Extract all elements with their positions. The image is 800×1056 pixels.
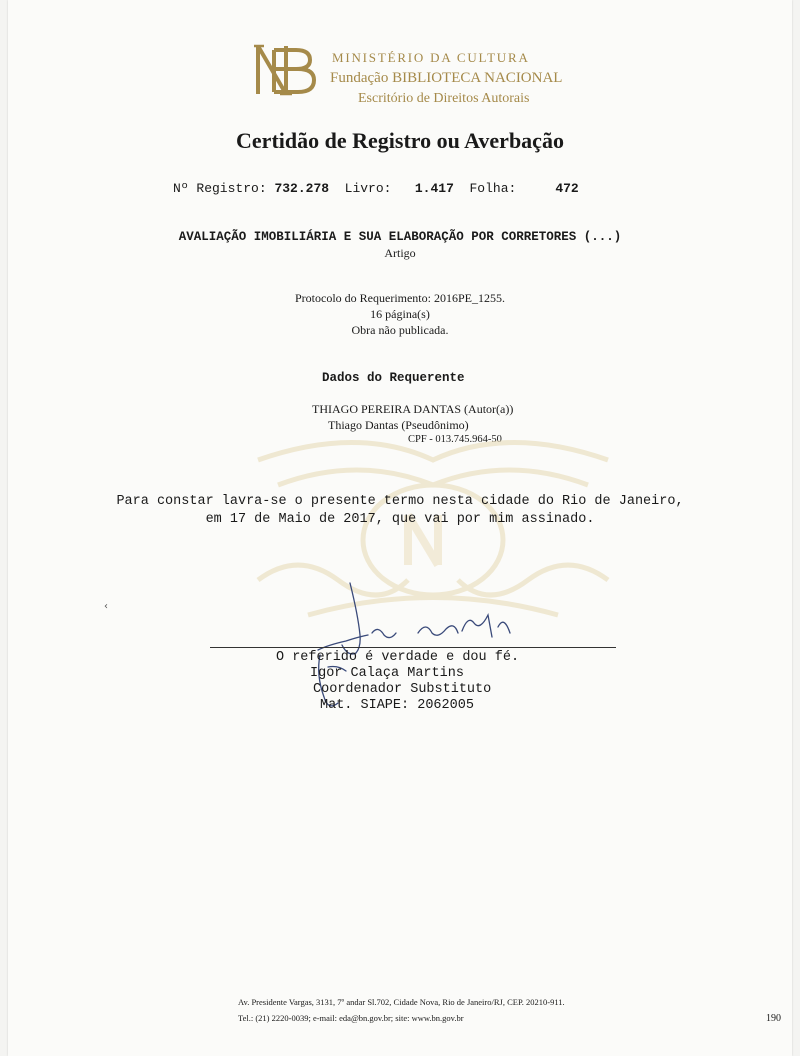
registration-label: Nº Registro: (173, 181, 267, 196)
footer-address: Av. Presidente Vargas, 3131, 7º andar Sl.702, Cidade Nova, Rio de Janeiro/RJ, CEP. 20210-911. (238, 997, 565, 1007)
signer-id: Mat. SIAPE: 2062005 (320, 698, 474, 713)
bn-logo-icon (252, 42, 316, 98)
protocol-line: Protocolo do Requerimento: 2016PE_1255. (295, 291, 505, 305)
sheet-label: Folha: (469, 181, 517, 196)
certificate-page (8, 0, 792, 1056)
foundation-name: Fundação BIBLIOTECA NACIONAL (330, 70, 563, 86)
requester-heading: Dados do Requerente (322, 371, 465, 385)
attestation-statement: O referido é verdade e dou fé. (276, 650, 520, 665)
signer-name: Igor Calaça Martins (310, 666, 464, 681)
signature-line (210, 647, 616, 648)
page-number: 190 (766, 1013, 781, 1024)
book-label: Livro: (344, 181, 392, 196)
sheet-number: 472 (555, 181, 579, 196)
footer-contact: Tel.: (21) 2220-0039; e-mail: eda@bn.gov.br; site: www.bn.gov.br (238, 1013, 464, 1023)
document-title: Certidão de Registro ou Averbação (236, 128, 564, 153)
scan-mark: ‹ (104, 601, 108, 612)
work-title: AVALIAÇÃO IMOBILIÁRIA E SUA ELABORAÇÃO POR CORRETORES (...) (178, 230, 622, 244)
requester-pseudonym: Thiago Dantas (Pseudônimo) (328, 418, 469, 432)
office-name: Escritório de Direitos Autorais (358, 91, 530, 106)
closing-statement-line1: Para constar lavra-se o presente termo nesta cidade do Rio de Janeiro, (116, 494, 684, 509)
requester-name: THIAGO PEREIRA DANTAS (Autor(a)) (312, 402, 514, 416)
requester-cpf: CPF - 013.745.964-50 (408, 434, 502, 445)
closing-statement-line2: em 17 de Maio de 2017, que vai por mim assinado. (205, 512, 595, 527)
ministry-name: MINISTÉRIO DA CULTURA (332, 50, 530, 65)
registration-number: 732.278 (274, 181, 330, 196)
publication-status: Obra não publicada. (351, 323, 449, 337)
book-number: 1.417 (414, 181, 454, 196)
page-count: 16 página(s) (370, 307, 430, 321)
signer-role: Coordenador Substituto (313, 682, 492, 697)
work-type: Artigo (384, 246, 416, 260)
registration-line (173, 181, 579, 196)
